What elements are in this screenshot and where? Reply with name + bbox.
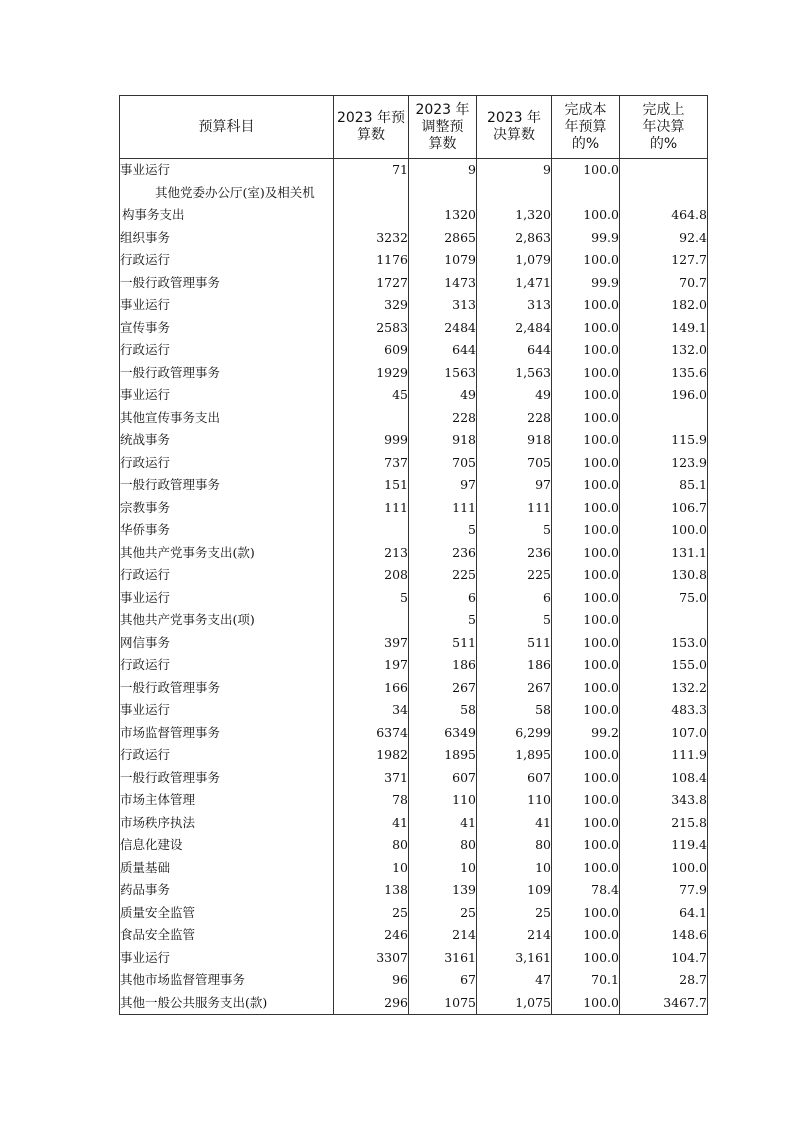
row-pct-budget: 100.0 <box>552 317 620 340</box>
row-budget <box>334 609 409 632</box>
row-pct-budget: 100.0 <box>552 294 620 317</box>
header-adjusted: 2023 年 调整预 算数 <box>409 96 477 159</box>
row-subject: 市场监督管理事务 <box>120 722 334 745</box>
row-pct-budget: 100.0 <box>552 564 620 587</box>
row-pct-last: 148.6 <box>620 924 708 947</box>
row-pct-budget: 100.0 <box>552 767 620 790</box>
row-final: 47 <box>477 969 552 992</box>
row-final: 49 <box>477 384 552 407</box>
row-budget: 166 <box>334 677 409 700</box>
row-final: 1,075 <box>477 992 552 1015</box>
row-pct-budget: 100.0 <box>552 339 620 362</box>
row-pct-budget: 100.0 <box>552 789 620 812</box>
table-row <box>120 789 708 812</box>
row-final: 80 <box>477 834 552 857</box>
row-budget <box>334 407 409 430</box>
row-pct-budget: 99.9 <box>552 272 620 295</box>
row-subject: 网信事务 <box>120 632 334 655</box>
row-budget: 111 <box>334 497 409 520</box>
row-final: 214 <box>477 924 552 947</box>
row-final: 111 <box>477 497 552 520</box>
table-row <box>120 992 708 1015</box>
row-final: 1,471 <box>477 272 552 295</box>
row-subject: 一般行政管理事务 <box>120 677 334 700</box>
row-pct-last <box>620 407 708 430</box>
table-header-row <box>120 96 708 159</box>
row-subject: 其他市场监督管理事务 <box>120 969 334 992</box>
row-final: 25 <box>477 902 552 925</box>
row-adjusted: 111 <box>409 497 477 520</box>
table-row <box>120 812 708 835</box>
row-pct-last: 108.4 <box>620 767 708 790</box>
row-adjusted: 67 <box>409 969 477 992</box>
row-pct-last: 196.0 <box>620 384 708 407</box>
row-pct-budget: 100.0 <box>552 497 620 520</box>
row-budget: 78 <box>334 789 409 812</box>
row-final: 236 <box>477 542 552 565</box>
row-adjusted: 2865 <box>409 227 477 250</box>
row-budget: 1727 <box>334 272 409 295</box>
row-budget: 71 <box>334 159 409 182</box>
row-pct-last: 100.0 <box>620 857 708 880</box>
row-subject: 质量基础 <box>120 857 334 880</box>
row-subject: 宗教事务 <box>120 497 334 520</box>
row-final: 313 <box>477 294 552 317</box>
row-pct-budget: 100.0 <box>552 429 620 452</box>
budget-table <box>119 95 708 1015</box>
row-adjusted: 6 <box>409 587 477 610</box>
row-budget: 213 <box>334 542 409 565</box>
table-row <box>120 969 708 992</box>
row-pct-budget: 100.0 <box>552 699 620 722</box>
row-adjusted: 918 <box>409 429 477 452</box>
row-pct-budget: 100.0 <box>552 407 620 430</box>
row-pct-budget: 100.0 <box>552 519 620 542</box>
row-pct-budget: 100.0 <box>552 834 620 857</box>
row-final: 6 <box>477 587 552 610</box>
table-row <box>120 474 708 497</box>
table-row <box>120 902 708 925</box>
table-row <box>120 272 708 295</box>
row-budget: 41 <box>334 812 409 835</box>
table-row <box>120 429 708 452</box>
row-pct-budget: 100.0 <box>552 924 620 947</box>
header-budget: 2023 年预 算数 <box>334 96 409 159</box>
row-subject: 药品事务 <box>120 879 334 902</box>
row-pct-last <box>620 609 708 632</box>
row-adjusted: 9 <box>409 159 477 182</box>
row-subject: 组织事务 <box>120 227 334 250</box>
row-adjusted: 1473 <box>409 272 477 295</box>
row-budget: 3307 <box>334 947 409 970</box>
row-adjusted: 58 <box>409 699 477 722</box>
row-budget: 138 <box>334 879 409 902</box>
table-row <box>120 339 708 362</box>
row-final: 10 <box>477 857 552 880</box>
row-adjusted: 186 <box>409 654 477 677</box>
row-subject: 宣传事务 <box>120 317 334 340</box>
row-budget: 371 <box>334 767 409 790</box>
row-adjusted: 97 <box>409 474 477 497</box>
row-final: 110 <box>477 789 552 812</box>
row-final: 1,320 <box>477 182 552 227</box>
row-budget: 151 <box>334 474 409 497</box>
row-pct-last: 215.8 <box>620 812 708 835</box>
row-pct-last: 123.9 <box>620 452 708 475</box>
row-pct-budget: 99.9 <box>552 227 620 250</box>
row-subject: 一般行政管理事务 <box>120 272 334 295</box>
row-adjusted: 6349 <box>409 722 477 745</box>
row-pct-budget: 100.0 <box>552 474 620 497</box>
table-row <box>120 249 708 272</box>
row-subject: 行政运行 <box>120 249 334 272</box>
row-pct-last: 92.4 <box>620 227 708 250</box>
table-row <box>120 834 708 857</box>
table-row <box>120 632 708 655</box>
row-budget: 999 <box>334 429 409 452</box>
row-final: 511 <box>477 632 552 655</box>
table-row <box>120 182 708 227</box>
table-row <box>120 294 708 317</box>
row-budget: 2583 <box>334 317 409 340</box>
row-adjusted: 644 <box>409 339 477 362</box>
row-pct-last: 464.8 <box>620 182 708 227</box>
row-pct-budget: 100.0 <box>552 857 620 880</box>
row-pct-budget: 70.1 <box>552 969 620 992</box>
row-subject-line1: 其他党委办公厅(室)及相关机 <box>155 184 315 200</box>
row-pct-last: 70.7 <box>620 272 708 295</box>
row-subject: 行政运行 <box>120 744 334 767</box>
row-pct-last: 100.0 <box>620 519 708 542</box>
row-pct-last: 119.4 <box>620 834 708 857</box>
row-budget: 25 <box>334 902 409 925</box>
row-final: 705 <box>477 452 552 475</box>
row-final: 267 <box>477 677 552 700</box>
header-pct-budget: 完成本 年预算 的% <box>552 96 620 159</box>
row-adjusted: 313 <box>409 294 477 317</box>
row-adjusted: 5 <box>409 609 477 632</box>
table-row <box>120 857 708 880</box>
row-pct-last: 77.9 <box>620 879 708 902</box>
row-budget <box>334 519 409 542</box>
row-pct-budget: 100.0 <box>552 384 620 407</box>
row-pct-last: 64.1 <box>620 902 708 925</box>
row-final: 607 <box>477 767 552 790</box>
row-pct-last <box>620 159 708 182</box>
row-pct-last: 343.8 <box>620 789 708 812</box>
table-row <box>120 744 708 767</box>
row-budget: 3232 <box>334 227 409 250</box>
row-pct-budget: 100.0 <box>552 947 620 970</box>
table-row <box>120 407 708 430</box>
row-pct-budget: 100.0 <box>552 812 620 835</box>
row-adjusted: 1895 <box>409 744 477 767</box>
row-final: 41 <box>477 812 552 835</box>
table-row <box>120 924 708 947</box>
row-final: 6,299 <box>477 722 552 745</box>
row-final: 2,484 <box>477 317 552 340</box>
row-budget: 1176 <box>334 249 409 272</box>
row-final: 1,895 <box>477 744 552 767</box>
row-pct-last: 149.1 <box>620 317 708 340</box>
row-final: 918 <box>477 429 552 452</box>
row-final: 9 <box>477 159 552 182</box>
row-pct-budget: 100.0 <box>552 609 620 632</box>
row-pct-last: 3467.7 <box>620 992 708 1015</box>
row-subject: 华侨事务 <box>120 519 334 542</box>
table-row <box>120 564 708 587</box>
table-row <box>120 947 708 970</box>
row-budget: 737 <box>334 452 409 475</box>
row-pct-budget: 100.0 <box>552 677 620 700</box>
row-subject: 一般行政管理事务 <box>120 767 334 790</box>
table-row <box>120 497 708 520</box>
row-subject: 市场主体管理 <box>120 789 334 812</box>
row-pct-last: 107.0 <box>620 722 708 745</box>
row-subject: 行政运行 <box>120 654 334 677</box>
header-final: 2023 年 决算数 <box>477 96 552 159</box>
row-pct-last: 106.7 <box>620 497 708 520</box>
row-final: 3,161 <box>477 947 552 970</box>
row-subject: 行政运行 <box>120 564 334 587</box>
row-budget: 1982 <box>334 744 409 767</box>
row-pct-last: 85.1 <box>620 474 708 497</box>
table-row <box>120 384 708 407</box>
row-subject: 信息化建设 <box>120 834 334 857</box>
row-pct-budget: 100.0 <box>552 182 620 227</box>
row-final: 1,079 <box>477 249 552 272</box>
table-row <box>120 587 708 610</box>
table-row <box>120 452 708 475</box>
row-pct-budget: 100.0 <box>552 654 620 677</box>
row-budget: 609 <box>334 339 409 362</box>
row-subject: 其他共产党事务支出(项) <box>120 609 334 632</box>
row-pct-budget: 100.0 <box>552 362 620 385</box>
row-pct-last: 135.6 <box>620 362 708 385</box>
table-row <box>120 159 708 182</box>
row-subject-line2: 构事务支出 <box>122 207 185 222</box>
row-pct-last: 127.7 <box>620 249 708 272</box>
row-pct-last: 28.7 <box>620 969 708 992</box>
row-final: 58 <box>477 699 552 722</box>
row-adjusted: 214 <box>409 924 477 947</box>
row-pct-last: 75.0 <box>620 587 708 610</box>
row-subject: 食品安全监管 <box>120 924 334 947</box>
row-adjusted: 267 <box>409 677 477 700</box>
row-pct-budget: 100.0 <box>552 632 620 655</box>
header-pct-last: 完成上 年决算 的% <box>620 96 708 159</box>
row-pct-last: 132.2 <box>620 677 708 700</box>
row-subject: 行政运行 <box>120 452 334 475</box>
row-pct-last: 104.7 <box>620 947 708 970</box>
table-row <box>120 722 708 745</box>
row-final: 186 <box>477 654 552 677</box>
table-row <box>120 654 708 677</box>
row-adjusted: 5 <box>409 519 477 542</box>
row-pct-last: 131.1 <box>620 542 708 565</box>
table-row <box>120 362 708 385</box>
row-adjusted: 2484 <box>409 317 477 340</box>
row-subject: 事业运行 <box>120 294 334 317</box>
row-adjusted: 41 <box>409 812 477 835</box>
table-row <box>120 609 708 632</box>
row-adjusted: 1563 <box>409 362 477 385</box>
row-final: 2,863 <box>477 227 552 250</box>
row-budget: 45 <box>334 384 409 407</box>
row-budget: 34 <box>334 699 409 722</box>
row-adjusted: 705 <box>409 452 477 475</box>
row-pct-last: 115.9 <box>620 429 708 452</box>
row-final: 1,563 <box>477 362 552 385</box>
header-subject: 预算科目 <box>120 96 334 159</box>
row-budget: 80 <box>334 834 409 857</box>
row-final: 5 <box>477 519 552 542</box>
row-budget: 246 <box>334 924 409 947</box>
row-final: 97 <box>477 474 552 497</box>
row-adjusted: 225 <box>409 564 477 587</box>
row-budget: 296 <box>334 992 409 1015</box>
row-pct-budget: 100.0 <box>552 744 620 767</box>
row-budget: 329 <box>334 294 409 317</box>
row-subject: 其他一般公共服务支出(款) <box>120 992 334 1015</box>
row-budget: 197 <box>334 654 409 677</box>
row-pct-last: 483.3 <box>620 699 708 722</box>
row-pct-last: 155.0 <box>620 654 708 677</box>
row-final: 225 <box>477 564 552 587</box>
table-row <box>120 879 708 902</box>
row-subject: 市场秩序执法 <box>120 812 334 835</box>
row-adjusted: 1079 <box>409 249 477 272</box>
row-budget: 6374 <box>334 722 409 745</box>
row-subject: 一般行政管理事务 <box>120 474 334 497</box>
table-row <box>120 767 708 790</box>
row-budget: 5 <box>334 587 409 610</box>
table-row <box>120 677 708 700</box>
table-row <box>120 542 708 565</box>
row-pct-last: 153.0 <box>620 632 708 655</box>
row-subject: 事业运行 <box>120 587 334 610</box>
row-pct-last: 182.0 <box>620 294 708 317</box>
table-row <box>120 519 708 542</box>
row-final: 109 <box>477 879 552 902</box>
row-budget <box>334 182 409 227</box>
row-subject: 其他宣传事务支出 <box>120 407 334 430</box>
row-adjusted: 139 <box>409 879 477 902</box>
row-adjusted: 1075 <box>409 992 477 1015</box>
row-budget: 96 <box>334 969 409 992</box>
table-row <box>120 227 708 250</box>
row-budget: 397 <box>334 632 409 655</box>
row-budget: 10 <box>334 857 409 880</box>
table-body <box>120 159 708 1015</box>
row-pct-budget: 100.0 <box>552 587 620 610</box>
row-subject: 质量安全监管 <box>120 902 334 925</box>
row-pct-budget: 100.0 <box>552 542 620 565</box>
row-adjusted: 110 <box>409 789 477 812</box>
row-adjusted: 228 <box>409 407 477 430</box>
row-subject: 事业运行 <box>120 159 334 182</box>
row-final: 644 <box>477 339 552 362</box>
row-adjusted: 25 <box>409 902 477 925</box>
row-adjusted: 80 <box>409 834 477 857</box>
row-pct-last: 130.8 <box>620 564 708 587</box>
row-final: 5 <box>477 609 552 632</box>
row-adjusted: 511 <box>409 632 477 655</box>
row-pct-last: 132.0 <box>620 339 708 362</box>
row-subject: 事业运行 <box>120 947 334 970</box>
row-pct-budget: 100.0 <box>552 159 620 182</box>
row-budget: 1929 <box>334 362 409 385</box>
row-subject: 事业运行 <box>120 699 334 722</box>
row-subject: 行政运行 <box>120 339 334 362</box>
row-adjusted: 607 <box>409 767 477 790</box>
row-pct-budget: 100.0 <box>552 249 620 272</box>
row-adjusted: 1320 <box>409 182 477 227</box>
row-subject: 一般行政管理事务 <box>120 362 334 385</box>
row-subject: 统战事务 <box>120 429 334 452</box>
row-final: 228 <box>477 407 552 430</box>
row-adjusted: 236 <box>409 542 477 565</box>
row-budget: 208 <box>334 564 409 587</box>
row-subject <box>120 182 334 227</box>
row-pct-budget: 100.0 <box>552 992 620 1015</box>
row-pct-last: 111.9 <box>620 744 708 767</box>
row-pct-budget: 78.4 <box>552 879 620 902</box>
row-pct-budget: 99.2 <box>552 722 620 745</box>
row-subject: 事业运行 <box>120 384 334 407</box>
row-adjusted: 10 <box>409 857 477 880</box>
row-pct-budget: 100.0 <box>552 452 620 475</box>
row-adjusted: 49 <box>409 384 477 407</box>
table-row <box>120 699 708 722</box>
row-pct-budget: 100.0 <box>552 902 620 925</box>
table-row <box>120 317 708 340</box>
row-adjusted: 3161 <box>409 947 477 970</box>
row-subject: 其他共产党事务支出(款) <box>120 542 334 565</box>
